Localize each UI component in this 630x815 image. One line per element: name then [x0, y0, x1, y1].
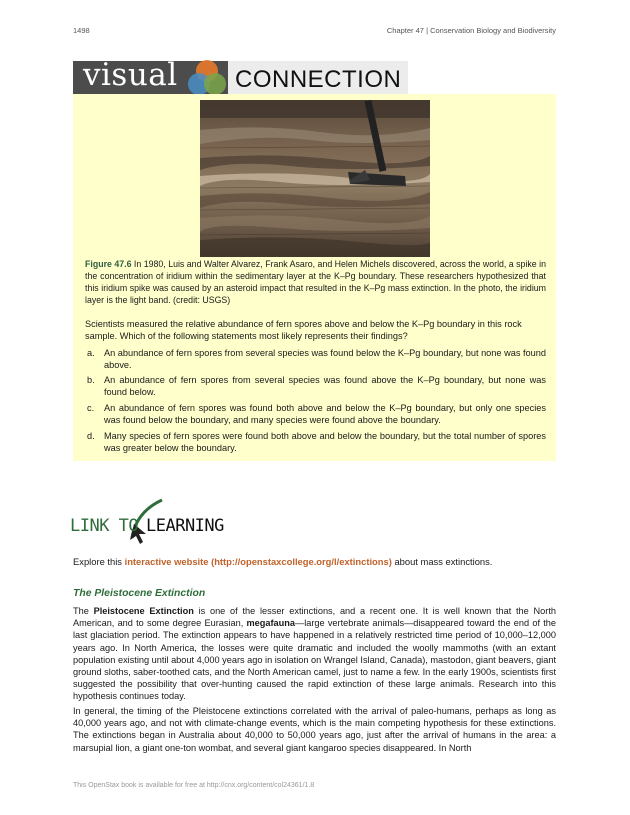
- rock-strata-photo: [200, 100, 430, 257]
- visual-word: visual: [83, 57, 178, 93]
- explore-suffix: about mass extinctions.: [391, 556, 493, 567]
- option-text: An abundance of fern spores was found both above and below the K–Pg boundary, but only one species was found below the boundary, and many species were found above the boundary.: [104, 403, 546, 425]
- paragraph-2: In general, the timing of the Pleistocene extinctions correlated with the arrival of paleo-humans, perhaps as long as 40,000 years ago, and not with climate-change events, which is the main competing hypothesis for these extinctions. The extinctions began in Australia about 40,000 to 50,000 years ago, just after the arrival of humans in the area: a marsupial lion, a giant one-ton wombat, and several giant kangaroo species disappeared. In North: [73, 706, 556, 753]
- paragraph-1: [73, 605, 556, 703]
- page-number: 1498: [73, 26, 90, 35]
- p1-text: is one of the lesser extinctions, and a recent one. It is well known that the North American, and to some degree Eurasian,: [73, 606, 556, 629]
- option-letter: a.: [87, 348, 95, 358]
- option-text: An abundance of fern spores from several species was found above the K–Pg boundary, but none was found below.: [104, 375, 546, 397]
- figure-caption: [85, 258, 546, 306]
- visual-connection-banner: [73, 57, 408, 94]
- option-text: Many species of fern spores were found both above and below the boundary, but the total number of spores was greater below the boundary.: [104, 431, 546, 453]
- p1-text: The: [73, 606, 94, 616]
- venn-circles-icon: [186, 59, 228, 97]
- p1-text: —large vertebrate animals—disappeared toward the end of the last glaciation period. The extinction appears to have happened in a relatively restricted time period of 10,000–12,000 years ago. In North America, the losses were quite dramatic and included the woolly mammoths (with an extant population existing until about 4,000 years ago in isolation on Wrangel Island, Canada), mastodon, giant beavers, giant ground sloths, saber-toothed cats, and the North American camel, just to name a few. In the early 1900s, scientists first suggested the possibility that over-hunting caused the rapid extinction of these large animals. Research into this hypothesis continues today.: [73, 618, 556, 702]
- link-to-learning-logo: [70, 494, 240, 544]
- term-pleistocene-extinction: Pleistocene Extinction: [93, 606, 194, 616]
- footer-text: This OpenStax book is available for free at http://cnx.org/content/col24361/1.8: [73, 782, 315, 789]
- question-text: Scientists measured the relative abundance of fern spores above and below the K–Pg boundary in this rock sample. Which of the following statements most likely represents their findings?: [85, 319, 522, 342]
- connection-word: CONNECTION: [235, 66, 402, 93]
- learning-word: LEARNING: [146, 516, 224, 536]
- link-to-word: LINK TO: [70, 516, 139, 536]
- section-title: The Pleistocene Extinction: [73, 588, 206, 599]
- term-megafauna: megafauna: [246, 618, 296, 629]
- option-letter: c.: [87, 403, 95, 413]
- option-letter: d.: [87, 431, 95, 441]
- explore-prefix: Explore this: [73, 556, 125, 567]
- explore-line: [73, 556, 492, 567]
- interactive-website-link[interactable]: interactive website (http://openstaxcollege.org/l/extinctions): [124, 556, 392, 567]
- figure-label: Figure 47.6: [85, 259, 132, 269]
- figure-caption-text: In 1980, Luis and Walter Alvarez, Frank Asaro, and Helen Michels discovered, across the world, a spike in the concentration of iridium within the sedimentary layer at the K–Pg boundary. These researchers hypothesized that this iridium spike was caused by an asteroid impact that resulted in the K–Pg mass extinction. In the photo, the iridium layer is the light band. (credit: USGS): [85, 259, 546, 305]
- chapter-title: Chapter 47 | Conservation Biology and Biodiversity: [386, 26, 556, 35]
- option-letter: b.: [87, 375, 95, 385]
- option-text: An abundance of fern spores from several species was found below the K–Pg boundary, but none was found above.: [104, 348, 546, 370]
